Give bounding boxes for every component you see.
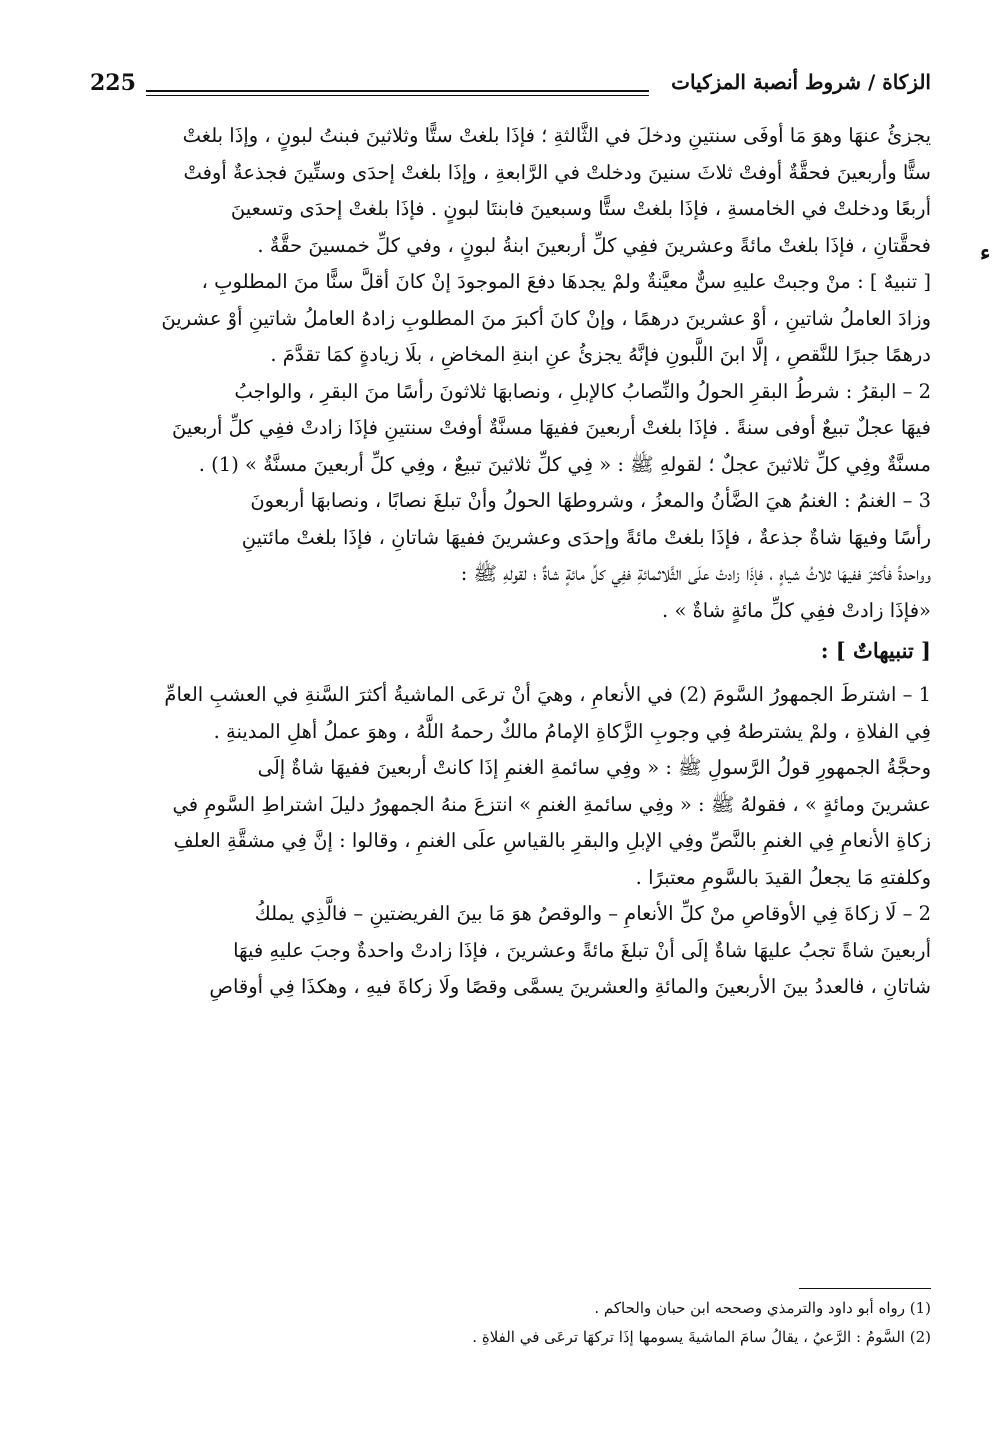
text-line: رأسًا وفيهَا شاةٌ جذعةٌ ، فإذَا بلغتْ مائةً وإحدَى وعشرينَ ففيهَا شاتانِ ، فإذَا بلغتْ مائتينِ: [241, 525, 931, 549]
paragraph-cattle: [94, 374, 931, 484]
text-line: «فإذَا زادتْ ففِي كلِّ مائةٍ شاةٌ » .: [662, 598, 931, 622]
text-line: وحجَّةُ الجمهورِ قولُ الرَّسولِ ﷺ : « وفِي سائمةِ الغنمِ إذَا كانتْ أربعينَ ففيهَا شاةٌ إلَى: [257, 756, 931, 779]
text-line: 3 – الغنمُ : الغنمُ هيَ الضَّأنُ والمعزُ ، وشروطهَا الحولُ وأنْ تبلغَ نصابًا ، ونصابهَا أربعونَ: [250, 489, 931, 512]
footnotes: [94, 1294, 931, 1352]
paragraph-sheep: [94, 483, 931, 629]
text-line: أربعينَ شاةً تجبُ عليهَا شاةٌ إلَى أنْ تبلغَ مائةً وعشرينَ ، فإذَا زادتْ واحدةٌ وجبَ عليهِ فيهَا: [233, 938, 931, 962]
paragraph-evidence: [94, 750, 931, 896]
footnote-rule: [799, 1288, 931, 1289]
text-line: وكلفتهِ مَا يجعلُ القيدَ بالسَّومِ معتبرًا .: [635, 865, 931, 889]
running-title: الزكاة / شروط أنصبة المزكيات: [671, 70, 931, 94]
paragraph-camels-ages: [94, 118, 931, 264]
text-line: [ تنبيهٌ ] : منْ وجبتْ عليهِ سنٌّ معيَّنةٌ ولمْ يجدهَا دفعَ الموجودَ إنْ كانَ أقلَّ سنًّا منَ المطلوبِ ،: [201, 270, 931, 293]
text-line: فحقَّتانِ ، فإذَا بلغتْ مائةً وعشرينَ ففِي كلِّ أربعينَ ابنةُ لبونٍ ، وفي كلِّ خمسينَ حقَّةٌ .: [257, 233, 931, 257]
text-line: يجزئُ عنهَا وهوَ مَا أوفَى سنتينِ ودخلَ في الثَّالثةِ ؛ فإذَا بلغتْ ستًّا وثلاثينَ فبنتُ لبونٍ ، وإذَا بلغتْ: [182, 124, 931, 147]
paragraph-awqas: [94, 896, 931, 1006]
text-line: ستًّا وأربعينَ فحقَّةٌ أوفتْ ثلاثَ سنينَ ودخلتْ في الرَّابعةِ ، وإذَا بلغتْ إحدَى وستِّينَ فجذعةٌ أوفتْ: [183, 160, 931, 184]
section-heading: [ تنبيهاتٌ ] :: [820, 638, 931, 663]
text-line: فيهَا عجلٌ تبيعٌ أوفى سنةً . فإذَا بلغتْ أربعينَ ففيهَا مسنَّةٌ أوفتْ سنتينِ فإذَا زادتْ ففِي كلِّ أربعينَ: [171, 416, 931, 439]
text-line: وواحدةً فأكثرَ ففيهَا ثلاثُ شياهٍ ، فإذَا زادتْ علَى الثَّلاثمائةِ ففِي كلِّ مائةٍ شاةٌ ؛ لقولهِ ﷺ :: [460, 562, 931, 585]
paragraph-grazing: [94, 677, 931, 750]
page-body: [94, 118, 931, 1006]
footnote-2: (2) السَّومُ : الرَّعيُ ، يقالُ سامَ الماشيةَ يسومها إذَا تركهَا ترعَى في الفلاةِ .: [472, 1328, 931, 1346]
footnote-1: (1) رواه أبو داود والترمذي وصححه ابن حبان والحاكم .: [594, 1299, 931, 1317]
text-line: أربعًا ودخلتْ في الخامسةِ ، فإذَا بلغتْ ستًّا وسبعينَ فابنتَا لبونٍ . فإذَا بلغتْ إحدَى وتسعينَ: [230, 197, 931, 220]
paragraph-note: [94, 264, 931, 374]
text-line: مسنَّةٌ وفِي كلِّ ثلاثينَ عجلٌ ؛ لقولهِ ﷺ : « فِي كلِّ ثلاثينَ تبيعٌ ، وفِي كلِّ أربعينَ مسنَّةٌ » (1) .: [198, 452, 931, 476]
text-line: 2 – البقرُ : شرطُ البقرِ الحولُ والنِّصابُ كالإبلِ ، ونصابهَا ثلاثونَ رأسًا منَ البقرِ ، والواجبُ: [234, 379, 931, 403]
text-line: عشرينَ ومائةٍ » ، فقولهُ ﷺ : « وفِي سائمةِ الغنمِ » انتزعَ منهُ الجمهورُ دليلَ اشتراطِ السَّومِ في: [172, 792, 931, 816]
margin-mark: ﺀ: [980, 240, 991, 266]
header-rule: [146, 90, 649, 96]
page-number: 225: [90, 70, 136, 96]
text-line: وزادَ العاملُ شاتينِ ، أوْ عشرينَ درهمًا ، وإنْ كانَ أكبرَ منَ المطلوبِ زادهُ العاملُ شاتينِ أوْ عشرينَ: [161, 306, 931, 330]
page-header: [90, 64, 931, 108]
text-line: شاتانِ ، فالعددُ بينَ الأربعينَ والمائةِ والعشرينَ يسمَّى وقصًا ولَا زكاةَ فيهِ ، وهكذَا فِي أوقاصِ: [209, 975, 931, 998]
text-line: 1 – اشترطَ الجمهورُ السَّومَ (2) في الأنعامِ ، وهيَ أنْ ترعَى الماشيةُ أكثرَ السَّنةِ في العشبِ العامِّ: [164, 683, 931, 706]
text-line: درهمًا جبرًا للنَّقصِ ، إلَّا ابنَ اللَّبونِ فإنَّهُ يجزئُ عنِ ابنةِ المخاضِ ، بلَا زيادةٍ كمَا تقدَّمَ .: [270, 343, 931, 366]
text-line: فِي الفلاةِ ، ولمْ يشترطهُ فِي وجوبِ الزَّكاةِ الإمامُ مالكٌ رحمهُ اللَّهُ ، وهوَ عملُ أهلِ المدينةِ .: [213, 719, 931, 743]
text-line: زكاةِ الأنعامِ فِي الغنمِ بالنَّصِّ وفِي الإبلِ والبقرِ بالقياسِ علَى الغنمِ ، وقالوا : إنَّ فِي مشقَّةِ العلفِ: [173, 829, 931, 852]
text-line: 2 – لَا زكاةَ فِي الأوقاصِ منْ كلِّ الأنعامِ – والوقصُ هوَ مَا بينَ الفريضتينِ – فالَّذِي يملكُ: [254, 902, 931, 925]
